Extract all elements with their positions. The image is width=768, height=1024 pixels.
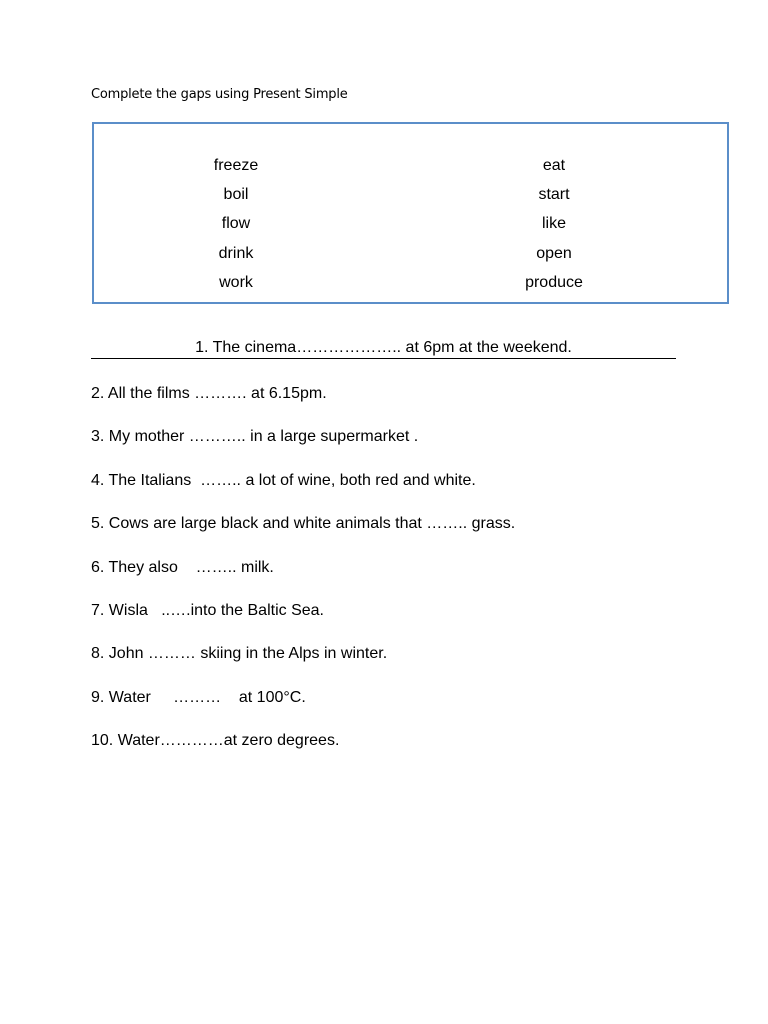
word-item: work <box>219 273 253 291</box>
word-box <box>92 122 729 304</box>
word-item: flow <box>221 215 251 233</box>
word-item: open <box>536 244 572 262</box>
exercise-sentence-7: 7. Wisla ..….into the Baltic Sea. <box>91 602 324 619</box>
word-item: drink <box>218 244 254 262</box>
word-item: like <box>541 215 566 233</box>
exercise-sentence-3: 3. My mother ……….. in a large supermarket . <box>91 428 419 445</box>
exercise-sentence-6: 6. They also …….. milk. <box>91 559 274 576</box>
exercise-sentence-4: 4. The Italians …….. a lot of wine, both red and white. <box>91 472 476 489</box>
instruction-heading: Complete the gaps using Present Simple <box>91 87 348 102</box>
word-column-right <box>454 151 654 297</box>
exercise-sentence-2: 2. All the films ………. at 6.15pm. <box>91 385 327 402</box>
word-item: eat <box>542 157 566 174</box>
exercise-sentence-9: 9. Water ……… at 100°C. <box>91 689 306 706</box>
word-item: produce <box>525 273 583 291</box>
exercise-sentence-10: 10. Water…………at zero degrees. <box>91 732 340 749</box>
word-item: start <box>538 186 570 204</box>
word-item: freeze <box>213 157 259 174</box>
exercise-sentence-1: 1. The cinema……………….. at 6pm at the weekend. <box>91 338 676 359</box>
exercise-sentence-8: 8. John ……… skiing in the Alps in winter. <box>91 645 388 662</box>
word-column-left <box>136 151 336 297</box>
word-item: boil <box>223 186 249 204</box>
exercise-sentence-5: 5. Cows are large black and white animals that …….. grass. <box>91 515 516 532</box>
